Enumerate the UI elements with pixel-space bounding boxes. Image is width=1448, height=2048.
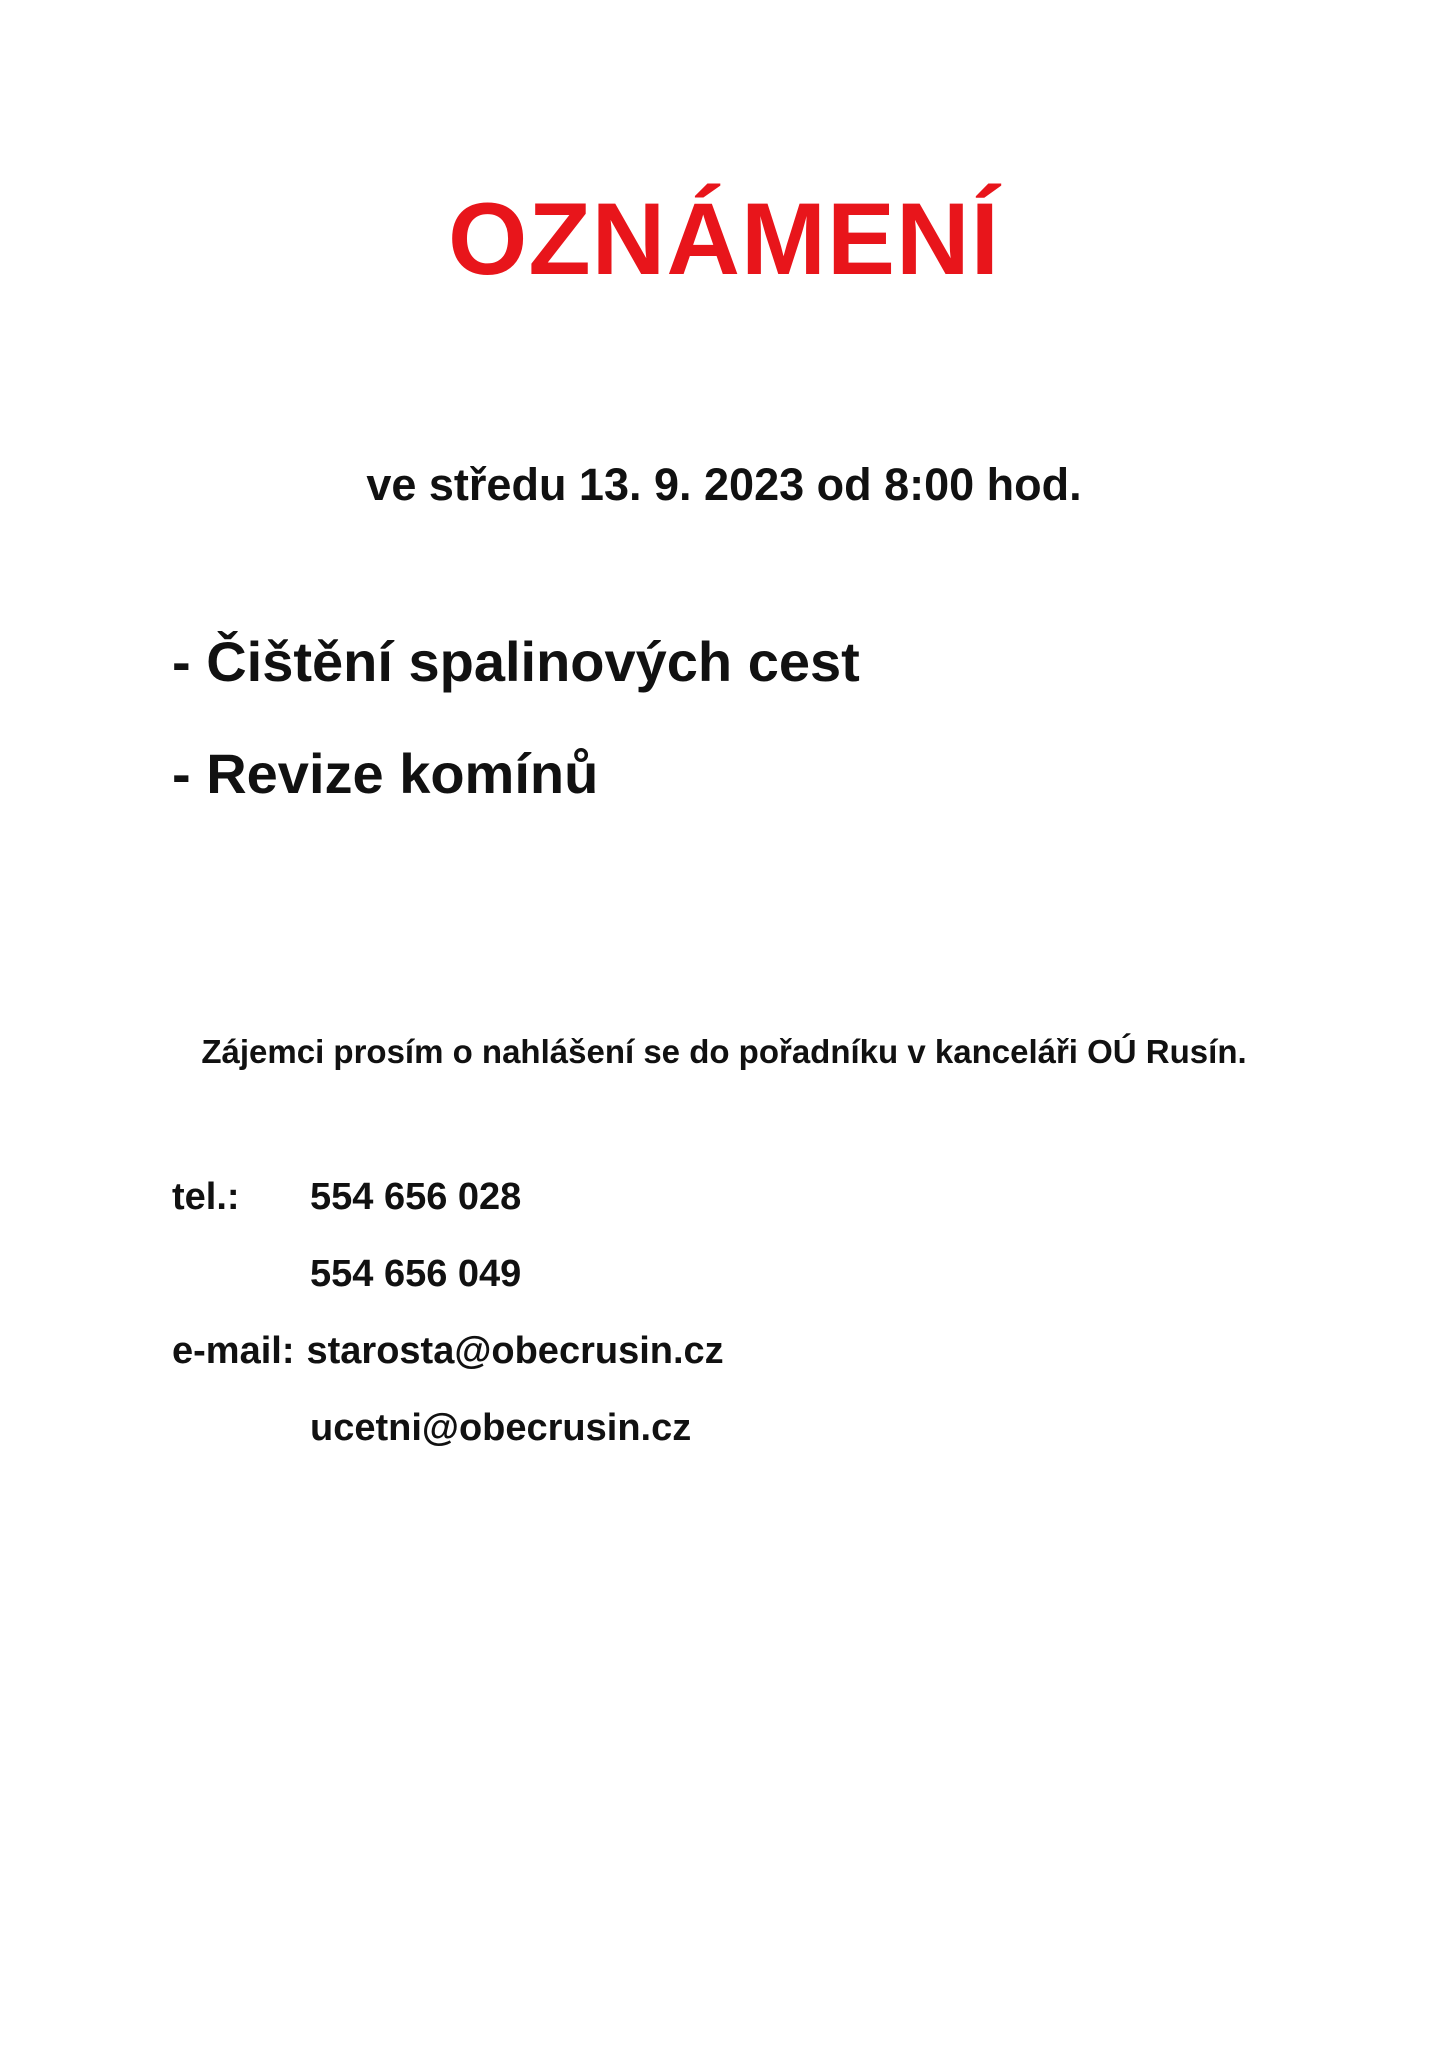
registration-note: Zájemci prosím o nahlášení se do pořadníku v kanceláři OÚ Rusín. [201,1033,1247,1070]
email-address: starosta@obecrusin.cz [306,1330,724,1372]
phone-row-2 [172,1255,521,1293]
tel-label: tel.: [172,1176,240,1218]
service-item-chimney-cleaning: - Čištění spalinových cest [172,630,860,693]
service-item-chimney-inspection: - Revize komínů [172,742,599,805]
email-row-2 [172,1409,691,1447]
date-line: ve středu 13. 9. 2023 od 8:00 hod. [366,459,1082,510]
notice-title: OZNÁMENÍ [448,182,1000,296]
phone-number: 554 656 028 [310,1176,522,1218]
phone-number: 554 656 049 [310,1253,522,1295]
phone-row-1 [172,1178,521,1216]
email-address: ucetni@obecrusin.cz [310,1407,692,1449]
email-label: e-mail: [172,1330,295,1372]
email-row-1 [172,1332,724,1370]
